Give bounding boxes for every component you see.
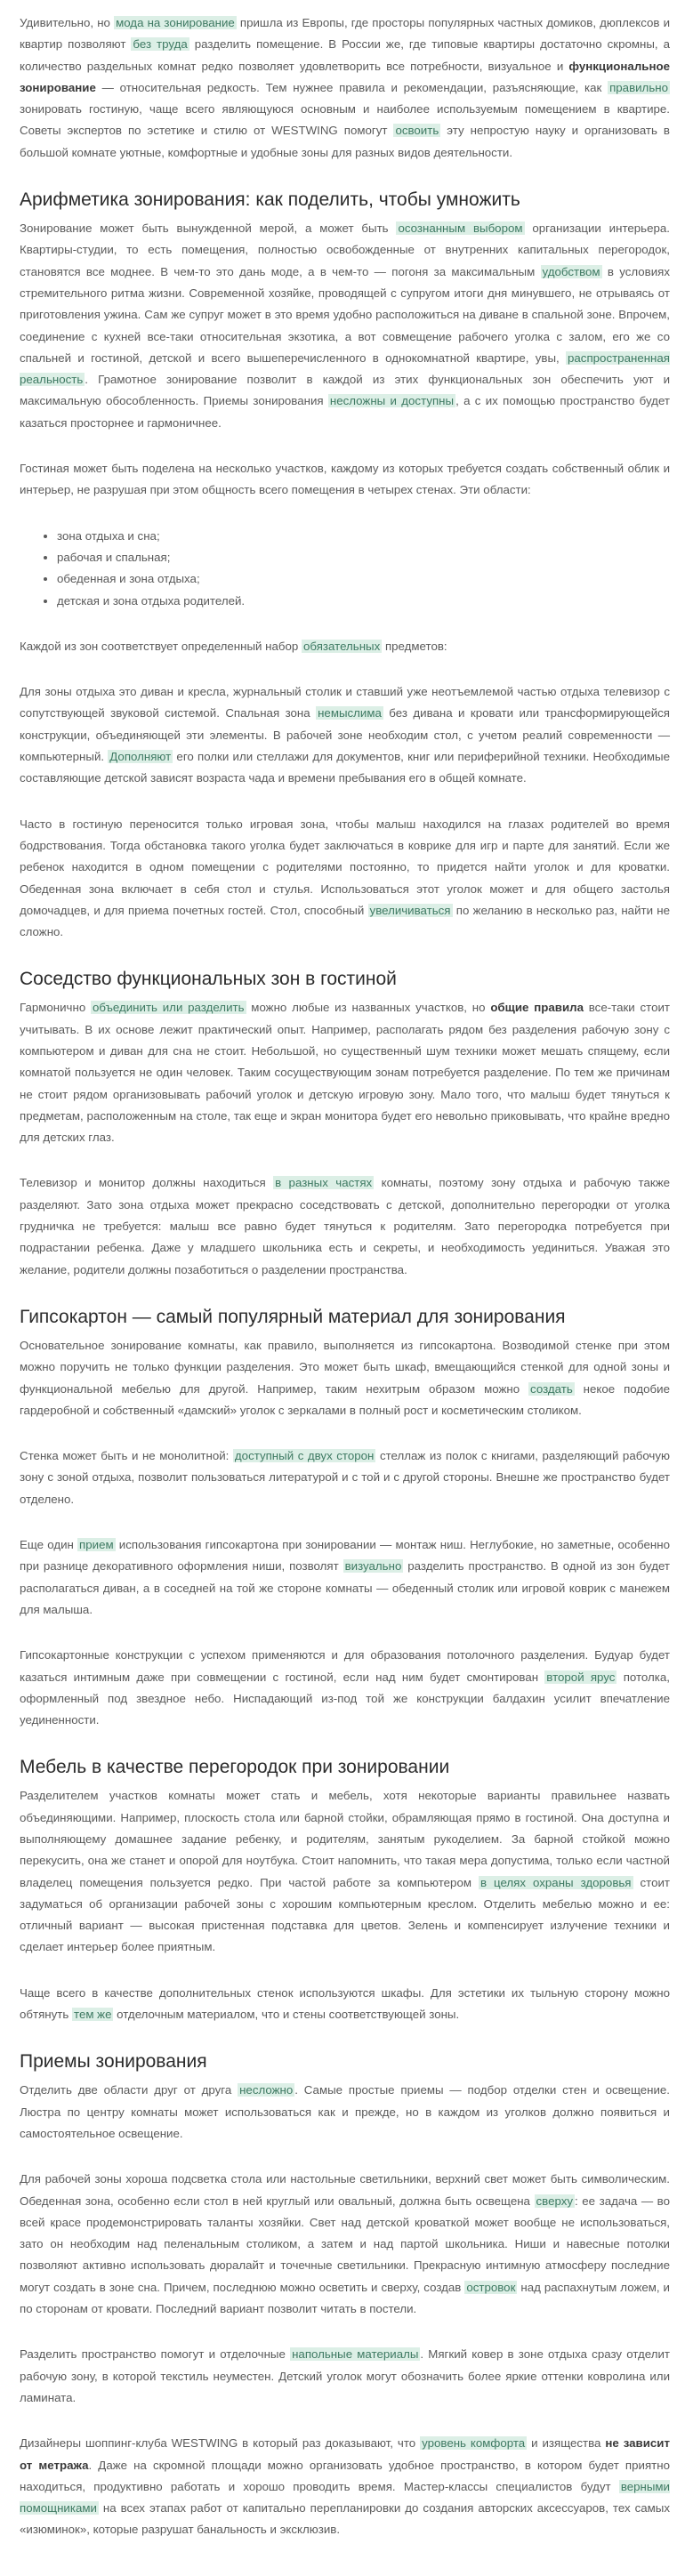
section-heading: Мебель в качестве перегородок при зонировании	[20, 1757, 450, 1778]
inline-link[interactable]: удобством	[542, 264, 600, 278]
zones-list	[20, 526, 670, 612]
inline-link[interactable]: правильно	[609, 80, 668, 94]
list-item: • обеденная и зона отдыха;	[57, 568, 670, 590]
paragraph: Гостиная может быть поделена на несколько участков, каждому из которых требуется создать собственный облик и интерьер, не разрушая при этом общность всего помещения в четырех стенах. Эти области:	[20, 462, 670, 497]
inline-link[interactable]: распространенная реальность	[20, 350, 670, 387]
bold-term: функциональное зонирование	[20, 59, 670, 94]
paragraph: Для рабочей зоны хороша подсветка стола или настольные светильники, верхний свет может быть символическим. Обеденная зона, особенно если стол в ней круглый или овальный, должна быть освещена сверху : ее задача — во всей красе продемонстрировать таланты хозяйки. Свет над детской кроваткой может вообще не использоваться, зато он необходим над пеленальным столиком, а затем и над партой школьника. Ниши и навесные потолки позволяют активно использовать дюралайт и точечные светильники. Прекрасную интимную атмосферу последние могут создать в зоне сна. Причем, последнюю можно осветить и сверху, создав островок над распахнутым ложем, и по сторонам от кровати. Последний вариант позволит читать в постели.	[20, 2172, 670, 2316]
list-item: • рабочая и спальная;	[57, 547, 670, 568]
inline-link[interactable]: Дополняют	[109, 750, 172, 764]
inline-link[interactable]: несложны и доступны	[329, 394, 455, 408]
inline-link[interactable]: второй ярус	[546, 1670, 616, 1684]
paragraph: Отделить две области друг от друга несложно . Самые простые приемы — подбор отделки стен и освещение. Люстра по центру комнаты может использоваться как и прежде, но в каждом из уголков должно появиться и самостоятельное освещение.	[20, 2083, 670, 2140]
inline-link[interactable]: без труда	[133, 37, 188, 52]
inline-link[interactable]: визуально	[344, 1559, 402, 1574]
paragraph: Телевизор и монитор должны находиться в разных частях комнаты, поэтому зону отдыха и рабочую также разделяют. Зато зона отдыха может прекрасно соседствовать с детской, дополнительно перегородки от уголка грудничка не требуется: малыш все равно будет тянуться к родителям. Зато перегородка потребуется при подрастании ребенка. Даже у младшего школьника есть и секреты, и необходимость уединиться. Уважая это желание, родители должны позаботиться о разделении пространства.	[20, 1176, 670, 1276]
paragraph: Чаще всего в качестве дополнительных стенок используются шкафы. Для эстетики их тыльную сторону можно обтянуть тем же отделочным материалом, что и стены соответствующей зоны.	[20, 1985, 670, 2022]
bold-term: не зависит от метража	[20, 2436, 670, 2472]
inline-link[interactable]: в разных частях	[275, 1176, 373, 1190]
inline-link[interactable]: островок	[466, 2280, 516, 2294]
section-heading: Приемы зонирования	[20, 2051, 207, 2073]
inline-link[interactable]: обязательных	[303, 639, 381, 653]
inline-link[interactable]: уровень комфорта	[422, 2436, 526, 2451]
section-heading: Гипсокартон — самый популярный материал для зонирования	[20, 1306, 566, 1327]
inline-link[interactable]: прием	[79, 1538, 114, 1552]
inline-link[interactable]: немыслима	[318, 706, 382, 720]
inline-link[interactable]: доступный с двух сторон	[234, 1449, 375, 1463]
inline-link[interactable]: верными помощниками	[20, 2479, 670, 2516]
inline-link[interactable]: освоить	[395, 124, 439, 138]
paragraph: Дизайнеры шоппинг-клуба WESTWING в который раз доказывают, что уровень комфорта и изящества не зависит от метража. Даже на скромной площади можно организовать удобное пространство, в котором будет приятно находиться, продуктивно работать и хорошо проводить время. Мастер-классы специалистов будут верными помощниками на всех этапах работ от капитально перепланировки до создания авторских аксессуаров, тех самых «изюминок», которые разрушат банальность и эксклюзив.	[20, 2436, 670, 2537]
paragraph: Зонирование может быть вынужденной мерой, а может быть осознанным выбором организации интерьера. Квартиры-студии, то есть помещения, полностью освобожденные от внутренних капитальных перегородок, становятся все моднее. В чем-то это дань моде, а в чем-то — погоня за максимальным удобством в условиях стремительного ритма жизни. Современной хозяйке, проводящей с супругом итоги дня минувшего, не отрываясь от приготовления ужина. Сам же супруг может в это время удобно расположиться на диване в спальной зоне. Впрочем, соединение с кухней все-таки относительная экзотика, а вот совмещение рабочего уголка с залом, его же со спальней и гостиной, детской и всего вышеперечисленного в однокомнатной квартире, увы, распространенная реальность . Грамотное зонирование позволит в каждой из этих функциональных зон обеспечить уют и максимальную обособленность. Приемы зонирования несложны и доступны , а с их помощью пространство будет казаться просторнее и гармоничнее.	[20, 221, 671, 430]
paragraph: Стенка может быть и не монолитной: доступный с двух сторон стеллаж из полок с книгами, разделяющий рабочую зону с зоной отдыха, позволит пользоваться литературой и с той и с другой стороны. Внешне же пространство будет отделено.	[20, 1449, 670, 1506]
intro-paragraph: Удивительно, но мода на зонирование пришла из Европы, где просторы популярных частных домиков, дюплексов и квартир позволяют без труда разделить помещение. В России же, где типовые квартиры достаточно скромны, а количество раздельных комнат редко позволяет удовлетворить все потребности, визуальное и функциональное зонирование — относительная редкость. Тем нужнее правила и рекомендации, разъясняющие, как правильно зонировать гостиную, чаще всего являющуюся основным и наиболее используемым помещением в квартире. Советы экспертов по эстетике и стилю от WESTWING помогут освоить эту непростую науку и организовать в большой комнате уютные, комфортные и удобные зоны для разных видов деятельности.	[20, 16, 670, 159]
paragraph: Гармонично объединить или разделить можно любые из названных участков, но общие правила все-таки стоит учитывать. В их основе лежит практический опыт. Например, располагать рядом без разделения рабочую зону с компьютером и диван для сна не стоит. Небольшой, но существенный шум техники может мешать спящему, если комнатой пользуется не один человек. Таким сосуществующим зонам потребуется разделение. По тем же причинам не стоит рядом организовывать рабочий уголок и детскую игровую зону. Мало того, что малыш будет тянуться к предметам, расположенным на столе, так еще и экран монитора будет его невольно приковывать, что крайне вредно для детских глаз.	[20, 1001, 671, 1145]
inline-link[interactable]: в целях охраны здоровья	[480, 1875, 632, 1889]
inline-link[interactable]: сверху	[536, 2194, 574, 2208]
paragraph: Часто в гостиную переносится только игровая зона, чтобы малыш находился на глазах родителей во время бодрствования. Тогда обстановка такого уголка будет заключаться в коврике для игр и парте для занятий. Если же ребенок находится в одном помещении с родителями постоянно, то придется найти уголок и для кроватки. Обеденная зона включает в себя стол и стулья. Использоваться этот уголок может и для общего застолья домочадцев, и для приема почетных гостей. Стол, способный увеличиваться по желанию в несколько раз, найти не сложно.	[20, 817, 670, 939]
paragraph: Разделить пространство помогут и отделочные напольные материалы . Мягкий ковер в зоне отдыха сразу отделит рабочую зону, в которой текстиль неуместен. Детский уголок могут обозначить более яркие оттенки ковролина или ламината.	[20, 2347, 670, 2404]
inline-link[interactable]: увеличиваться	[369, 903, 451, 917]
section-heading: Арифметика зонирования: как поделить, чтобы умножить	[20, 189, 520, 211]
section-heading: Соседство функциональных зон в гостиной	[20, 969, 397, 990]
inline-link[interactable]: несложно	[239, 2083, 294, 2097]
bold-term: общие правила	[490, 1001, 584, 1015]
paragraph: Разделителем участков комнаты может стать и мебель, хотя некоторые варианты правильнее назвать объединяющими. Например, плоскость стола или барной стойки, обрамляющая прямо в гостиной. Она доступна и выполняющему домашнее задание ребенку, и родителям, занятым рукоделием. За барной стойкой можно перекусить, она же станет и опорой для ноутбука. Стоит напомнить, что такая мера допустима, только если частной владелец помещения пользуется редко. При частой работе за компьютером в целях охраны здоровья стоит задуматься об организации рабочей зоны с хорошим компьютерным креслом. Отделить мебелью можно и ее: отличный вариант — высокая пристенная подставка для цветов. Зелень и компенсирует излучение техники и сделает интерьер более приятным.	[20, 1789, 670, 1954]
paragraph: Еще один прием использования гипсокартона при зонировании — монтаж ниш. Неглубокие, но заметные, особенно при разнице декоративного оформления ниши, позволят визуально разделить пространство. В одной из зон будет располагаться диван, а в соседней на той же стороне комнаты — обеденный столик или игровой коврик с манежем для малыша.	[20, 1538, 671, 1616]
list-item: • детская и зона отдыха родителей.	[57, 591, 670, 612]
paragraph: Гипсокартонные конструкции с успехом применяются и для образования потолочного разделения. Будуар будет казаться интимным даже при совмещении с гостиной, если над ним будет смонтирован второй ярус потолка, оформленный под звездное небо. Ниспадающий из-под той же конструкции балдахин усилит впечатление уединенности.	[20, 1648, 670, 1727]
inline-link[interactable]: мода на зонирование	[116, 16, 235, 29]
inline-link[interactable]: осознанным выбором	[398, 221, 523, 236]
inline-link[interactable]: напольные материалы	[292, 2347, 419, 2362]
inline-link[interactable]: тем же	[74, 2008, 112, 2022]
inline-link[interactable]: создать	[530, 1381, 573, 1396]
paragraph: Для зоны отдыха это диван и кресла, журнальный столик и ставший уже неотъемлемой частью отдыха телевизор с сопутствующей звуковой системой. Спальная зона немыслима без дивана и кровати или трансформирующейся конструкции, объединяющей эти элементы. В рабочей зоне необходим стол, с учетом реалий современности — компьютерный. Дополняют его полки или стеллажи для документов, книг или периферийной техники. Необходимые составляющие детской зависят возраста чада и времени пребывания его в общей комнате.	[20, 685, 670, 785]
paragraph: Основательное зонирование комнаты, как правило, выполняется из гипсокартона. Возводимой стенке при этом можно поручить не только функции разделения. Это может быть шкаф, вмещающийся стенкой для одной зоны и функциональной мебелью для другой. Например, таким нехитрым образом можно создать некое подобие гардеробной и собственный «дамский» уголок с зеркалами в полный рост и косметическим столиком.	[20, 1338, 670, 1417]
inline-link[interactable]: объединить или разделить	[93, 1001, 245, 1015]
list-item: • зона отдыха и сна;	[57, 526, 670, 547]
paragraph: Каждой из зон соответствует определенный набор обязательных предметов:	[20, 639, 447, 653]
